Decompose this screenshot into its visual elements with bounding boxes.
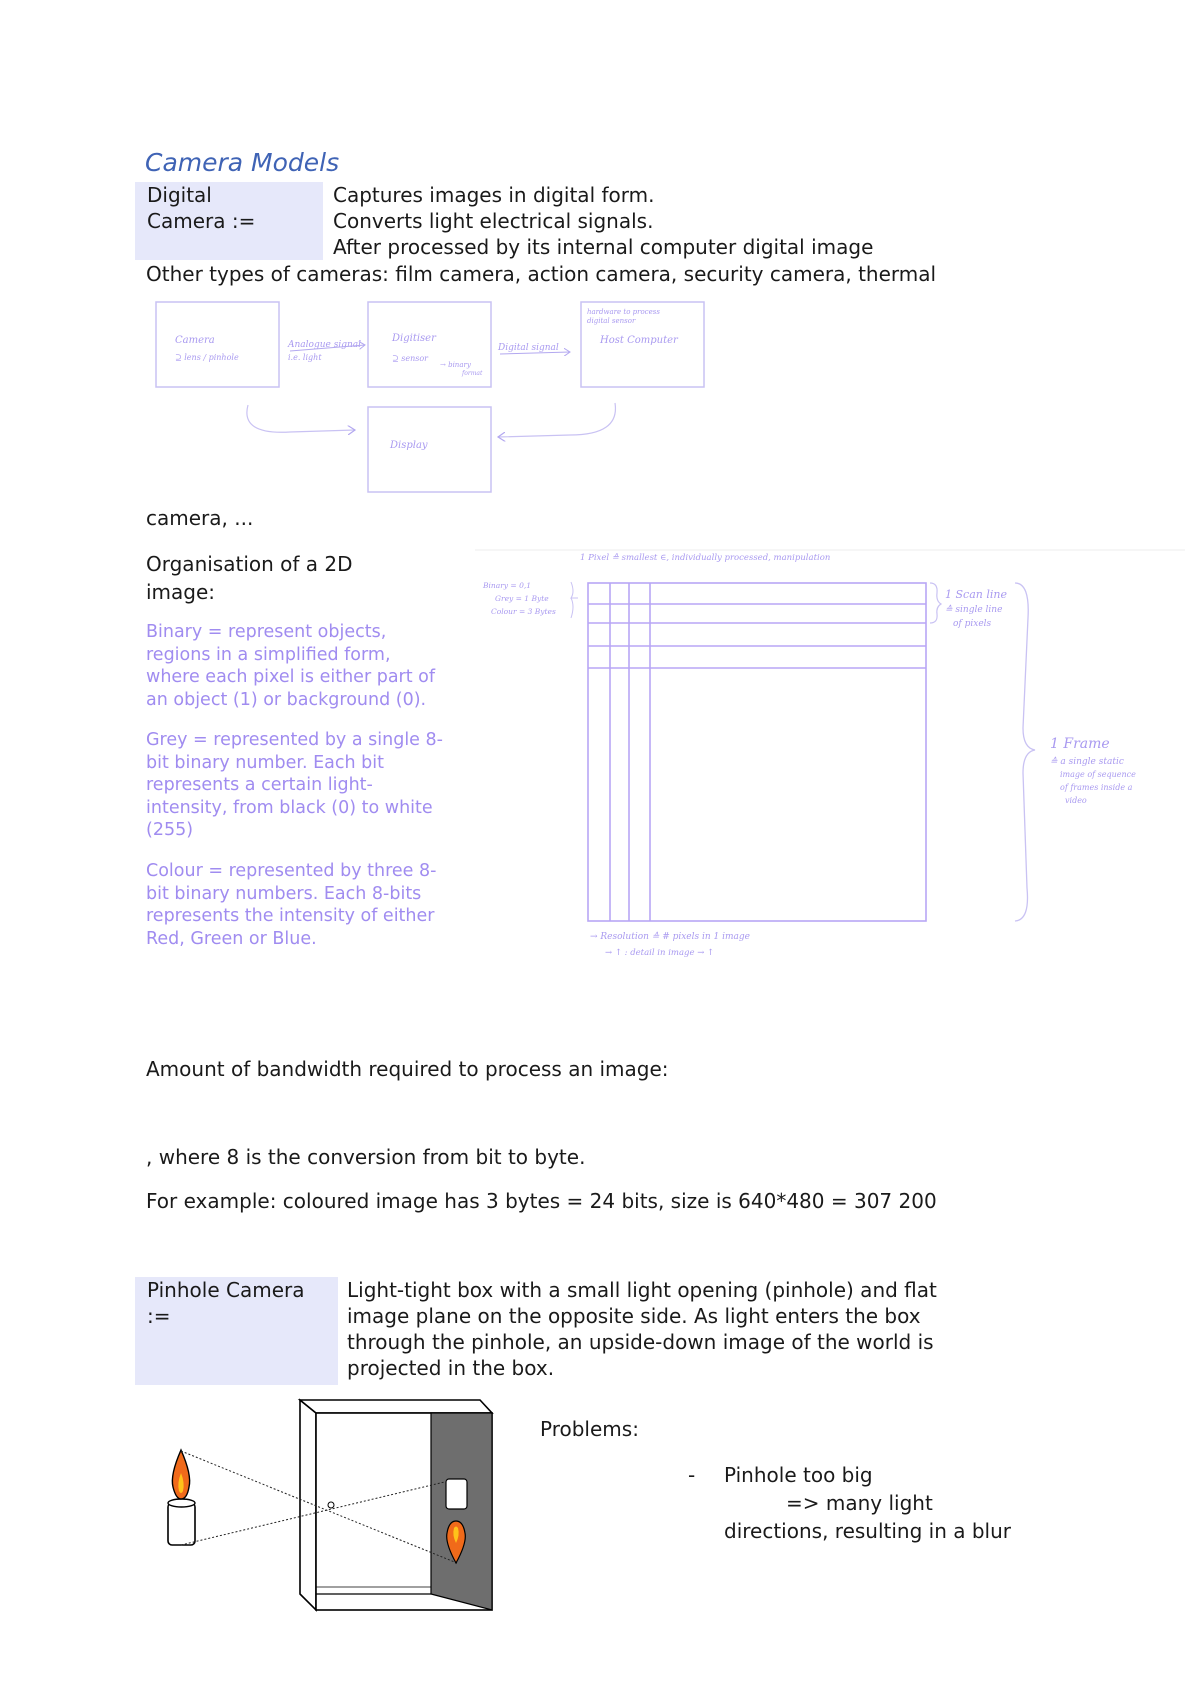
frame-note: ≙ a single static [1050, 757, 1124, 767]
scan-line-note: ≙ single line [945, 605, 1003, 615]
pinhole-camera-term [135, 1277, 338, 1385]
binary-description [146, 621, 435, 711]
host-note-line: hardware to process [587, 308, 660, 316]
camera-label: Camera [175, 335, 215, 346]
frame-note: of frames inside a [1060, 783, 1133, 792]
description-line: where each pixel is either part of [146, 667, 436, 687]
term-line: Pinhole Camera [147, 1278, 305, 1302]
description-line: an object (1) or background (0). [146, 689, 427, 710]
problem-line: directions, resulting in a blur [724, 1519, 1012, 1543]
host-computer-label: Host Computer [600, 335, 678, 346]
display-box [368, 407, 491, 492]
bullet-dash: - [688, 1463, 696, 1487]
definition-line: through the pinhole, an upside-down image of the world is [347, 1330, 934, 1354]
description-line: Binary = represent objects, [146, 622, 387, 642]
digital-camera-definition [333, 182, 873, 260]
host-note-line: digital sensor [587, 317, 636, 325]
page-title: Camera Models [145, 148, 340, 177]
pinhole-camera-illustration [155, 1395, 500, 1620]
frame-note: image of sequence [1060, 770, 1136, 779]
colour-description [146, 860, 436, 950]
description-line: bit binary number. Each bit [146, 752, 385, 773]
description-line: Grey = represented by a single 8- [146, 730, 443, 750]
analogue-sub-label: i.e. light [288, 353, 322, 362]
heading-line: image: [146, 580, 216, 604]
definition-line: Light-tight box with a small light opening (pinhole) and flat [347, 1278, 937, 1302]
digital-signal-label: Digital signal [498, 343, 559, 353]
pinhole-camera-definition [347, 1277, 937, 1381]
heading-line: Organisation of a 2D [146, 552, 353, 576]
binary-sub-label: format [462, 370, 483, 377]
definition-line: image plane on the opposite side. As light enters the box [347, 1304, 921, 1328]
binary-label: → binary [440, 361, 471, 369]
scan-line-note: 1 Scan line [945, 588, 1007, 601]
digital-camera-term [135, 182, 323, 260]
problems-list-item [688, 1461, 1011, 1545]
display-label: Display [390, 440, 428, 451]
term-line: Camera := [147, 209, 256, 233]
digitiser-sub-label: ⊇ sensor [392, 354, 428, 363]
resolution-note: → ↑ : detail in image → ↑ [605, 948, 715, 958]
description-line: Colour = represented by three 8- [146, 861, 437, 881]
camera-pipeline-diagram [140, 295, 720, 505]
digitiser-label: Digitiser [392, 333, 436, 344]
frame-note: 1 Frame [1050, 736, 1110, 752]
definition-line: Converts light electrical signals. [333, 209, 654, 233]
definition-line: After processed by its internal computer digital image [333, 235, 874, 259]
scan-line-note: of pixels [953, 619, 992, 629]
colour-note: Colour = 3 Bytes [491, 607, 556, 616]
candle-icon [168, 1503, 195, 1545]
term-line: := [147, 1304, 171, 1328]
definition-line: projected in the box. [347, 1356, 555, 1380]
other-camera-types-continued: camera, ... [146, 506, 254, 530]
description-line: represents the intensity of either [146, 906, 435, 926]
problems-heading: Problems: [540, 1417, 639, 1441]
pixel-note: 1 Pixel ≙ smallest ∈, individually processed, manipulation [580, 553, 831, 563]
problem-line: Pinhole too big [724, 1463, 873, 1487]
grey-description [146, 729, 443, 842]
description-line: Red, Green or Blue. [146, 928, 317, 949]
camera-sub-label: ⊇ lens / pinhole [175, 353, 239, 362]
grey-note: Grey = 1 Byte [495, 594, 549, 603]
definition-line: Captures images in digital form. [333, 183, 655, 207]
problem-line: => many light [786, 1491, 933, 1515]
organisation-heading [146, 550, 353, 606]
bandwidth-example-text: For example: coloured image has 3 bytes = 24 bits, size is 640*480 = 307 200 [146, 1189, 937, 1213]
arrow-host-display [498, 403, 615, 437]
pixel-grid-diagram [475, 548, 1185, 968]
description-line: regions in a simplified form, [146, 644, 391, 665]
description-line: (255) [146, 820, 194, 840]
description-line: represents a certain light- [146, 775, 373, 795]
binary-note: Binary = 0,1 [483, 581, 532, 590]
term-line: Digital [147, 183, 212, 207]
description-line: intensity, from black (0) to white [146, 797, 433, 818]
frame-note: video [1065, 796, 1087, 805]
resolution-note: → Resolution ≙ # pixels in 1 image [590, 932, 750, 942]
bandwidth-text: Amount of bandwidth required to process an image: [146, 1057, 669, 1081]
arrow-camera-display [247, 405, 355, 432]
description-line: bit binary numbers. Each 8-bits [146, 883, 422, 904]
pixel-grid [588, 583, 926, 921]
analogue-label: Analogue signal [288, 340, 362, 350]
bandwidth-where-text: , where 8 is the conversion from bit to byte. [146, 1145, 586, 1169]
other-camera-types: Other types of cameras: film camera, action camera, security camera, thermal [146, 262, 937, 286]
